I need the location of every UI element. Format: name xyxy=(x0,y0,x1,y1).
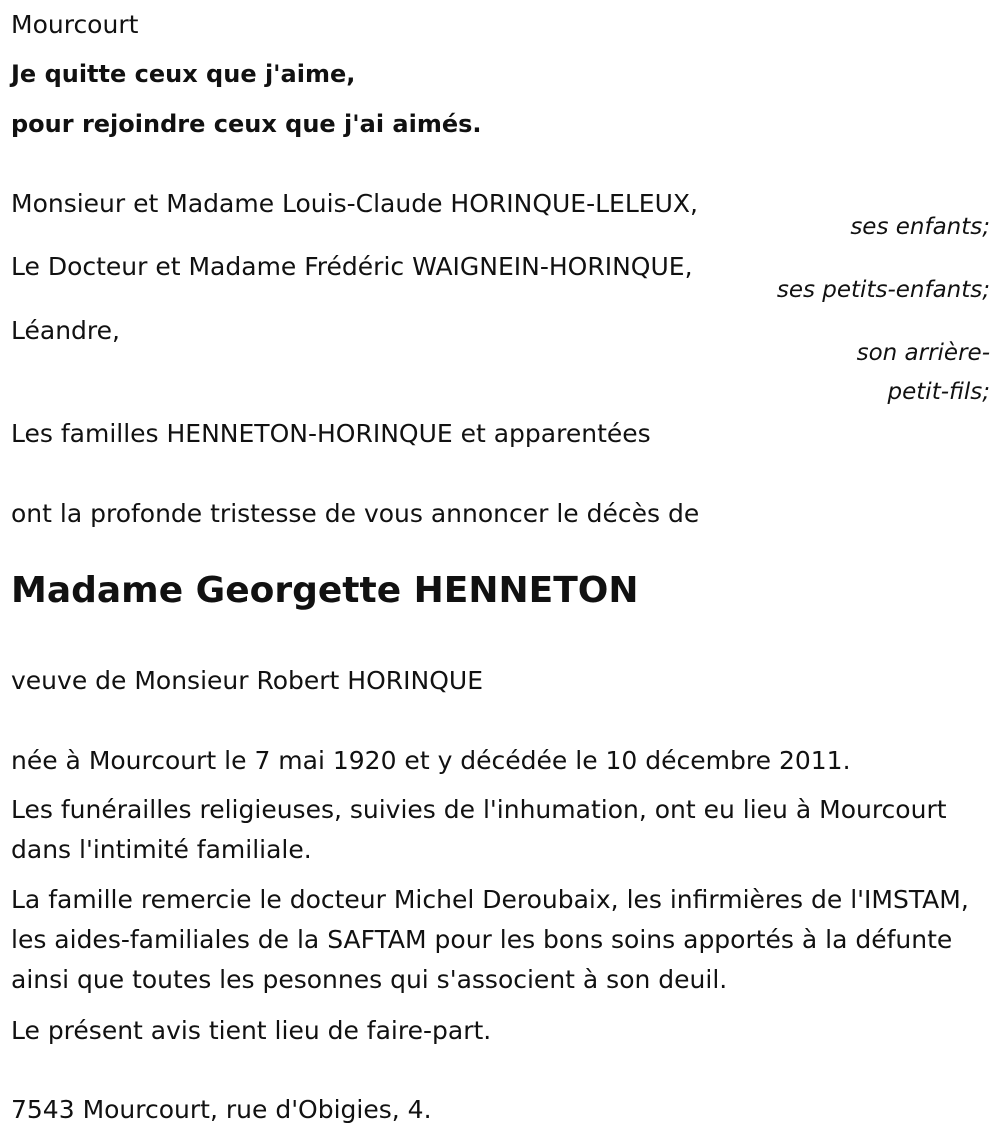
deceased-name: Madame Georgette HENNETON xyxy=(11,570,639,611)
role-great-grandchild-line-2: petit-fils; xyxy=(887,379,990,405)
role-grandchildren: ses petits-enfants; xyxy=(776,277,990,303)
address-text: 7543 Mourcourt, rue d'Obigies, 4. xyxy=(11,1095,432,1124)
epigraph-line-2: pour rejoindre ceux que j'ai aimés. xyxy=(11,110,482,138)
family-member-grandchildren: Le Docteur et Madame Frédéric WAIGNEIN-HORINQUE, xyxy=(11,252,693,281)
birth-death-text: née à Mourcourt le 7 mai 1920 et y décédée le 10 décembre 2011. xyxy=(11,746,851,775)
epigraph-line-1: Je quitte ceux que j'aime, xyxy=(11,60,356,88)
role-children: ses enfants; xyxy=(850,214,990,240)
funeral-text: Les funérailles religieuses, suivies de l'inhumation, ont eu lieu à Mourcourt dans l'intimité familiale. xyxy=(11,795,947,864)
family-member-children: Monsieur et Madame Louis-Claude HORINQUE-LELEUX, xyxy=(11,189,698,218)
place-heading: Mourcourt xyxy=(11,10,139,39)
thanks-text: La famille remercie le docteur Michel Deroubaix, les infirmières de l'IMSTAM, les aides-familiales de la SAFTAM pour les bons soins apportés à la défunte ainsi que toutes les pesonnes qui s'associent à son deuil. xyxy=(11,885,969,994)
spouse-text: veuve de Monsieur Robert HORINQUE xyxy=(11,666,483,695)
family-member-great-grandchild: Léandre, xyxy=(11,316,120,345)
announcement-text: ont la profonde tristesse de vous annoncer le décès de xyxy=(11,499,700,528)
family-member-relatives: Les familles HENNETON-HORINQUE et apparentées xyxy=(11,419,651,448)
role-great-grandchild-line-1: son arrière- xyxy=(856,340,990,366)
notice-text: Le présent avis tient lieu de faire-part. xyxy=(11,1016,492,1045)
